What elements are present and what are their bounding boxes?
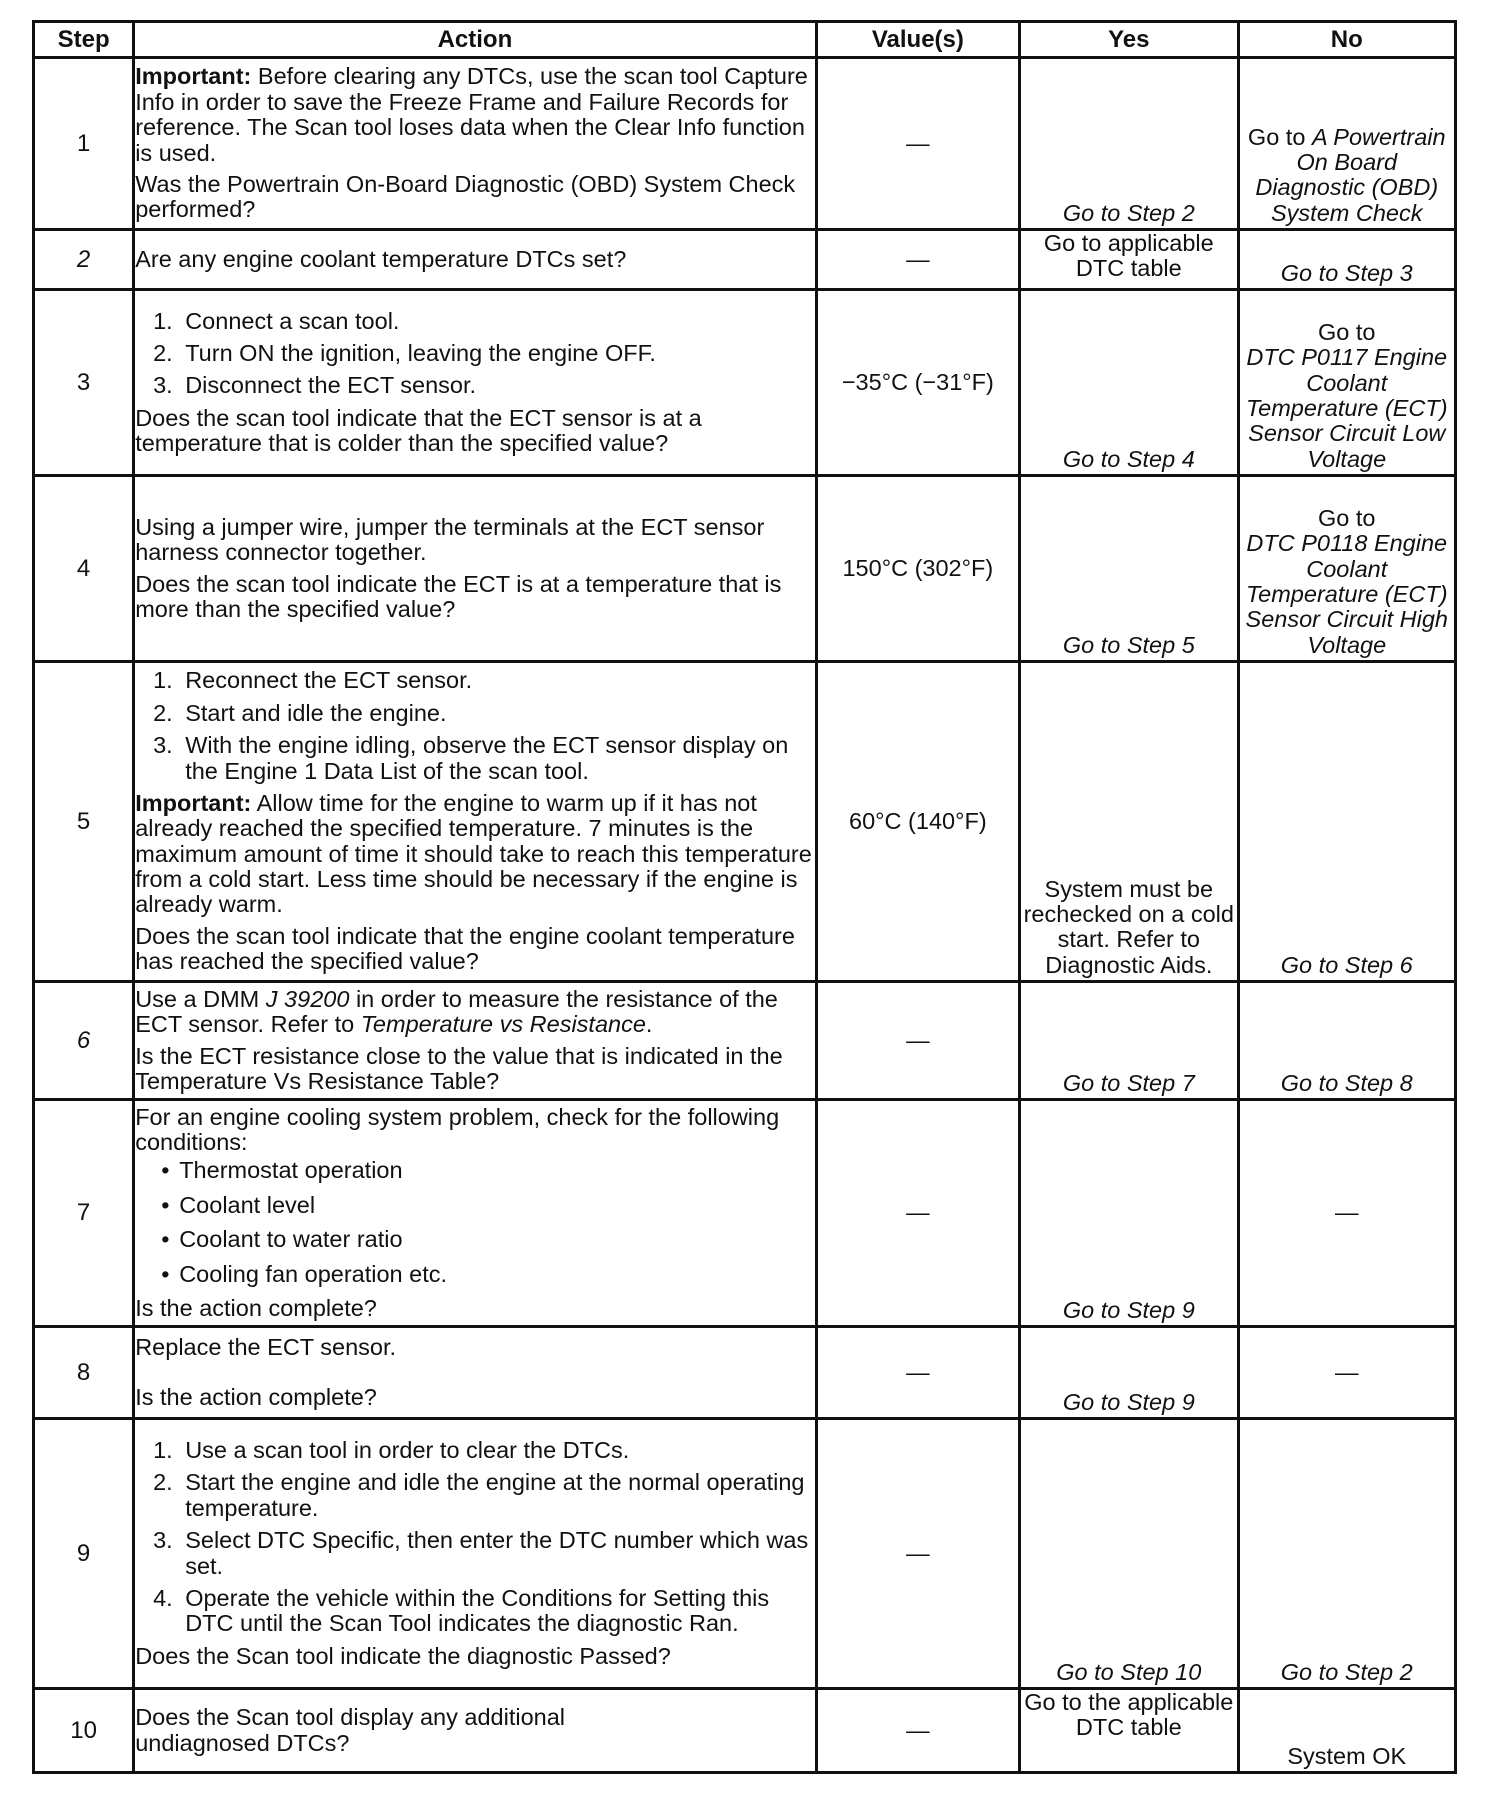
- instruction-text: For an engine cooling system problem, check for the following conditions:: [135, 1103, 780, 1156]
- value-cell: 150°C (302°F): [816, 476, 1019, 662]
- instruction-list: [135, 668, 814, 784]
- action-cell: [134, 476, 816, 662]
- instruction-text: Use a DMM: [135, 985, 266, 1012]
- value-cell: —: [816, 1327, 1019, 1419]
- list-item: • Coolant level: [179, 1193, 814, 1218]
- list-item: 1. Connect a scan tool.: [179, 309, 814, 334]
- no-cell: [1238, 58, 1455, 230]
- table-row-step-7: [34, 1100, 1456, 1327]
- list-item: 2. Turn ON the ignition, leaving the engine OFF.: [179, 341, 814, 366]
- no-cell: [1238, 476, 1455, 662]
- list-item: • Cooling fan operation etc.: [179, 1262, 814, 1287]
- table-row-step-3: [34, 290, 1456, 476]
- yes-cell: Go to Step 5: [1020, 476, 1238, 662]
- step-number: 1: [34, 58, 134, 230]
- header-step: Step: [34, 22, 134, 58]
- value-cell: —: [816, 58, 1019, 230]
- value-cell: —: [816, 230, 1019, 290]
- no-prefix: Go to: [1247, 123, 1312, 150]
- action-cell: [134, 662, 816, 982]
- question-text: Does the scan tool indicate the ECT is at a temperature that is more than the specified value?: [135, 570, 782, 622]
- action-cell: [134, 1419, 816, 1689]
- table-row-step-1: [34, 58, 1456, 230]
- action-cell: [134, 230, 816, 290]
- list-item: 1. Use a scan tool in order to clear the DTCs.: [179, 1438, 814, 1463]
- value-cell: —: [816, 1100, 1019, 1327]
- no-reference: A Powertrain On Board Diagnostic (OBD) System Check: [1255, 123, 1446, 226]
- instruction-list: [135, 1438, 814, 1637]
- header-values: Value(s): [816, 22, 1019, 58]
- table-row-step-9: [34, 1419, 1456, 1689]
- table-row-step-5: [34, 662, 1456, 982]
- yes-cell: Go to Step 10: [1020, 1419, 1238, 1689]
- step-number: 10: [34, 1689, 134, 1773]
- step-number: 5: [34, 662, 134, 982]
- no-cell: Go to Step 3: [1238, 230, 1455, 290]
- action-cell: [134, 58, 816, 230]
- question-text: Does the scan tool indicate that the engine coolant temperature has reached the specified value?: [135, 922, 795, 975]
- table-row-step-8: [34, 1327, 1456, 1419]
- action-cell: [134, 1327, 816, 1419]
- action-cell: [134, 982, 816, 1100]
- list-item: 3. With the engine idling, observe the ECT sensor display on the Engine 1 Data List of the scan tool.: [179, 733, 814, 784]
- step-number: 2: [34, 230, 134, 290]
- action-cell: [134, 1100, 816, 1327]
- no-reference: DTC P0118 Engine Coolant Temperature (ECT) Sensor Circuit High Voltage: [1245, 530, 1448, 658]
- value-cell: −35°C (−31°F): [816, 290, 1019, 476]
- instruction-text: .: [645, 1011, 653, 1038]
- question-text: Is the action complete?: [135, 1383, 377, 1410]
- no-reference: DTC P0117 Engine Coolant Temperature (ECT) Sensor Circuit Low Voltage: [1245, 344, 1448, 472]
- action-cell: [134, 290, 816, 476]
- step-number: 4: [34, 476, 134, 662]
- diagnostic-table: [32, 20, 1457, 1774]
- yes-cell: Go to applicable DTC table: [1020, 230, 1238, 290]
- step-number: 3: [34, 290, 134, 476]
- table-reference: Temperature vs Resistance: [360, 1011, 646, 1038]
- table-row-step-4: [34, 476, 1456, 662]
- no-cell: System OK: [1238, 1689, 1455, 1773]
- value-cell: —: [816, 1689, 1019, 1773]
- list-item: 4. Operate the vehicle within the Conditions for Setting this DTC until the Scan Tool indicates the diagnostic Ran.: [179, 1586, 814, 1637]
- yes-cell: Go to Step 4: [1020, 290, 1238, 476]
- list-item: 2. Start and idle the engine.: [179, 701, 814, 726]
- instruction-list: [135, 309, 814, 399]
- no-prefix: Go to: [1318, 318, 1376, 345]
- instruction-text: Using a jumper wire, jumper the terminals at the ECT sensor harness connector together.: [135, 513, 765, 566]
- important-text: Before clearing any DTCs, use the scan tool Capture Info in order to save the Freeze Frame and Failure Records for reference. The Scan tool loses data when the Clear Info function is used.: [135, 63, 808, 166]
- no-cell: —: [1238, 1100, 1455, 1327]
- condition-list: [135, 1158, 814, 1287]
- yes-cell: System must be rechecked on a cold start. Refer to Diagnostic Aids.: [1020, 662, 1238, 982]
- list-item: 3. Select DTC Specific, then enter the DTC number which was set.: [179, 1528, 814, 1579]
- list-item: 2. Start the engine and idle the engine at the normal operating temperature.: [179, 1470, 814, 1521]
- important-label: Important:: [135, 789, 252, 816]
- yes-cell: Go to Step 9: [1020, 1100, 1238, 1327]
- question-text: Are any engine coolant temperature DTCs set?: [135, 245, 627, 272]
- no-cell: [1238, 290, 1455, 476]
- step-number: 9: [34, 1419, 134, 1689]
- question-text: Does the scan tool indicate that the ECT sensor is at a temperature that is colder than the specified value?: [135, 404, 702, 457]
- no-cell: Go to Step 2: [1238, 1419, 1455, 1689]
- question-text: Does the Scan tool indicate the diagnostic Passed?: [135, 1642, 671, 1669]
- table-row-step-10: [34, 1689, 1456, 1773]
- action-cell: [134, 1689, 816, 1773]
- no-cell: Go to Step 6: [1238, 662, 1455, 982]
- yes-cell: Go to Step 2: [1020, 58, 1238, 230]
- value-cell: —: [816, 1419, 1019, 1689]
- question-text: Is the action complete?: [135, 1294, 377, 1321]
- no-prefix: Go to: [1318, 504, 1376, 531]
- yes-cell: Go to the applicable DTC table: [1020, 1689, 1238, 1773]
- no-cell: Go to Step 8: [1238, 982, 1455, 1100]
- question-text: Was the Powertrain On-Board Diagnostic (OBD) System Check performed?: [135, 170, 796, 223]
- question-text: Is the ECT resistance close to the value that is indicated in the Temperature Vs Resistance Table?: [135, 1042, 783, 1094]
- list-item: 1. Reconnect the ECT sensor.: [179, 668, 814, 693]
- step-number: 7: [34, 1100, 134, 1327]
- list-item: • Thermostat operation: [179, 1158, 814, 1183]
- yes-cell: Go to Step 9: [1020, 1327, 1238, 1419]
- table-row-step-2: [34, 230, 1456, 290]
- value-cell: 60°C (140°F): [816, 662, 1019, 982]
- step-number: 8: [34, 1327, 134, 1419]
- table-row-step-6: [34, 982, 1456, 1100]
- question-text: Does the Scan tool display any additional undiagnosed DTCs?: [135, 1704, 566, 1756]
- list-item: • Coolant to water ratio: [179, 1227, 814, 1252]
- header-yes: Yes: [1020, 22, 1238, 58]
- instruction-text: in order to measure the resistance of the ECT sensor. Refer to: [135, 985, 778, 1038]
- tool-reference: J 39200: [265, 985, 350, 1012]
- header-no: No: [1238, 22, 1455, 58]
- instruction-text: Replace the ECT sensor.: [135, 1334, 397, 1361]
- step-number: 6: [34, 982, 134, 1100]
- important-label: Important:: [135, 63, 252, 90]
- header-action: Action: [134, 22, 816, 58]
- value-cell: —: [816, 982, 1019, 1100]
- list-item: 3. Disconnect the ECT sensor.: [179, 373, 814, 398]
- important-text: Allow time for the engine to warm up if it has not already reached the specified temperature. 7 minutes is the maximum amount of time it should take to reach this temperature from a cold start. Less time should be necessary if the engine is already warm.: [135, 789, 812, 918]
- yes-cell: Go to Step 7: [1020, 982, 1238, 1100]
- no-cell: —: [1238, 1327, 1455, 1419]
- header-row: [34, 22, 1456, 58]
